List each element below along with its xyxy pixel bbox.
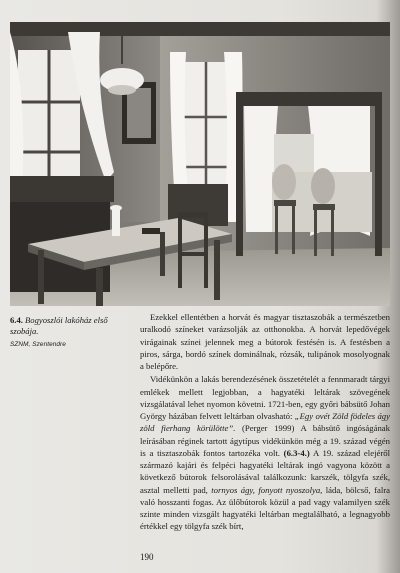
caption-number: 6.4. [10,315,23,325]
photo-caption [10,315,122,350]
body-text [140,311,390,533]
page-number: 190 [140,552,154,562]
figure-reference: (6.3-4.) [283,447,310,458]
paragraph-2-part-a: Vidékünkön a lakás berendezésének összetételét a fennmaradt tárgyi emlékek mellett legjobban, a hagyatéki leltárak szövegének vizsgálatával lehet nyomon követni. 1721-ben, egy győri bábsütő Johan György házában felvett leltárban olvasható: [140,374,390,421]
paragraph-2-part-c: A 19. század elejéről származó kajári és felpéci hagyatéki leltárak ingó vagyona között a következő bútorok felsorolásával találkozunk: karszék, tölgyfa szék, asztal melletti pad, [140,447,390,495]
furniture-items: tornyos ágy, fonyott nyoszolya, [211,484,323,495]
inventory-quote: „Egy ovét Zöld födeles ágy zöld fierhang körülötte”. [140,411,390,434]
paragraph-2-part-d: láda, bölcső, falra való hosszanti fogas. Az ülőbútorok közül a pad vagy valamilyen szék szinte minden vizsgált hagyatéki leltárban megtalálható, a legnagyobb értékkel egy tölgyfa szék bírt, [140,484,390,532]
paragraph-1: Ezekkel ellentétben a horvát és magyar tisztaszobák a természetben uralkodó színeket varázsolják az otthonokba. A horvát lepedővégek virágainak színei jelennek meg a bútorok festésén is. A festésben a piros, sárga, bordó színek dominálnak, rózsák, tulipánok mosolyognak a belépőre. [140,312,390,371]
paragraph-2-part-b: (Perger 1999) A bábsütő ingóságának leírásában réginek tartott ágytípus vidékünkön még a 19. század végén is a tisztaszobák fontos tartozéka volt. [140,423,390,458]
room-interior-image [10,22,390,306]
interior-photo [10,22,390,306]
caption-title: Bogyoszlói lakóház első szobája. [10,315,108,336]
caption-credit: SZNM, Szentendre [10,341,66,348]
paragraph-2 [140,373,390,532]
